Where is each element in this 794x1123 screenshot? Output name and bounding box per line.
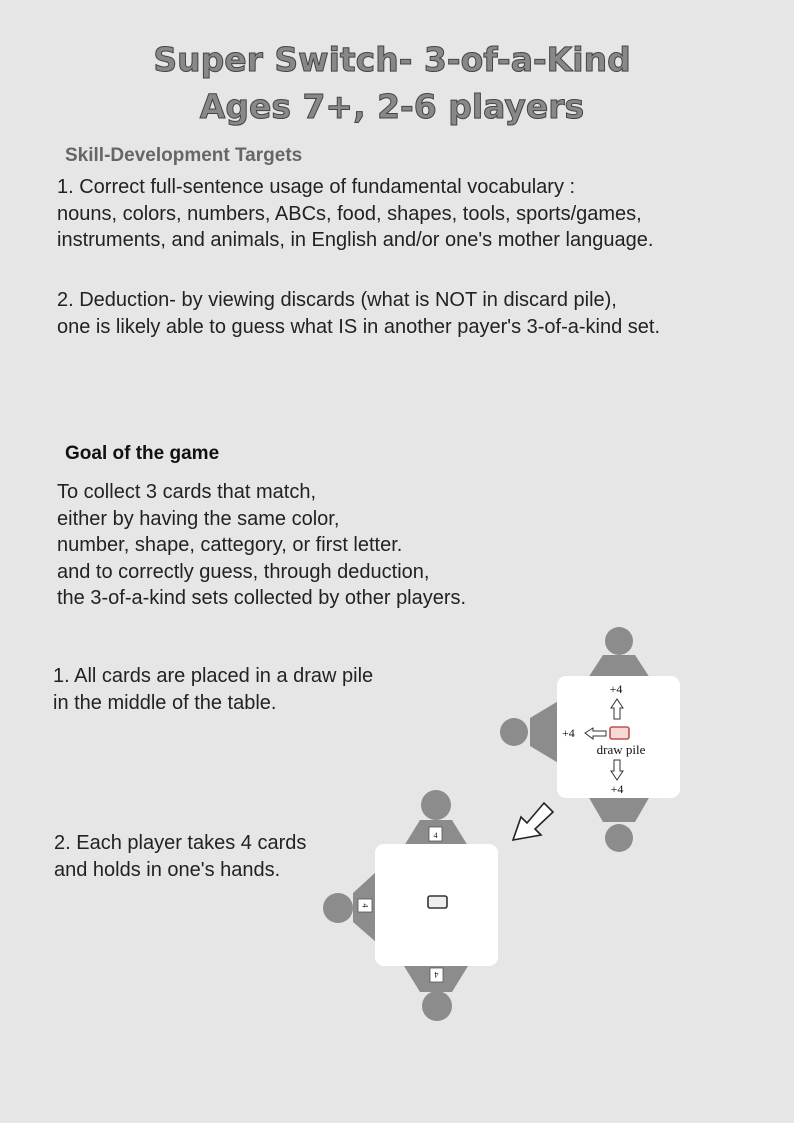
top-deal-label: +4	[609, 682, 623, 696]
arrow-diagonal-icon	[513, 803, 553, 840]
goal-heading: Goal of the game	[65, 443, 220, 464]
goal-line: either by having the same color,	[57, 507, 340, 530]
title-line-2: Ages 7+, 2-6 players	[199, 87, 585, 126]
skill-item-2-line: 2. Deduction- by viewing discards (what is NOT in discard pile),	[57, 289, 617, 311]
skill-item-1-line: 1. Correct full-sentence usage of fundamental vocabulary :	[57, 176, 576, 198]
card-number: 4	[433, 831, 438, 840]
skills-heading: Skill-Development Targets	[65, 145, 303, 166]
player-top-head	[605, 627, 633, 655]
goal-line: and to correctly guess, through deduction,	[57, 560, 430, 583]
card-number: 4	[434, 970, 439, 979]
player-bottom-head	[605, 824, 633, 852]
step-2-line: 2. Each player takes 4 cards	[54, 832, 307, 854]
draw-pile-label: draw pile	[596, 742, 646, 757]
step-1-line: 1. All cards are placed in a draw pile	[53, 665, 374, 687]
skill-item-2-line: one is likely able to guess what IS in another payer's 3-of-a-kind set.	[57, 315, 661, 338]
player-bottom-body	[588, 796, 650, 822]
bottom-deal-label: +4	[610, 782, 624, 796]
left-deal-label: +4	[562, 726, 575, 740]
player-top-head	[421, 790, 451, 820]
goal-line: the 3-of-a-kind sets collected by other players.	[57, 587, 467, 609]
draw-pile-diagram	[500, 627, 680, 852]
skill-item-1-line: nouns, colors, numbers, ABCs, food, shapes, tools, sports/games,	[57, 202, 642, 225]
hand-diagram	[323, 790, 498, 1021]
draw-pile-card-icon	[610, 727, 629, 739]
step-2-line: and holds in one's hands.	[54, 858, 281, 881]
step-1-line: in the middle of the table.	[53, 691, 277, 714]
player-left-head	[500, 718, 528, 746]
skill-item-1-line: instruments, and animals, in English and/or one's mother language.	[57, 229, 654, 251]
player-bottom-head	[422, 991, 452, 1021]
player-top-body	[588, 655, 650, 678]
player-left-body	[530, 700, 560, 764]
player-left-head	[323, 893, 353, 923]
goal-line: To collect 3 cards that match,	[57, 481, 317, 503]
card-number: 4	[360, 903, 370, 908]
title-line-1: Super Switch- 3-of-a-Kind	[153, 40, 631, 79]
goal-line: number, shape, cattegory, or first letter.	[57, 534, 403, 556]
draw-pile-card-icon	[428, 896, 447, 908]
